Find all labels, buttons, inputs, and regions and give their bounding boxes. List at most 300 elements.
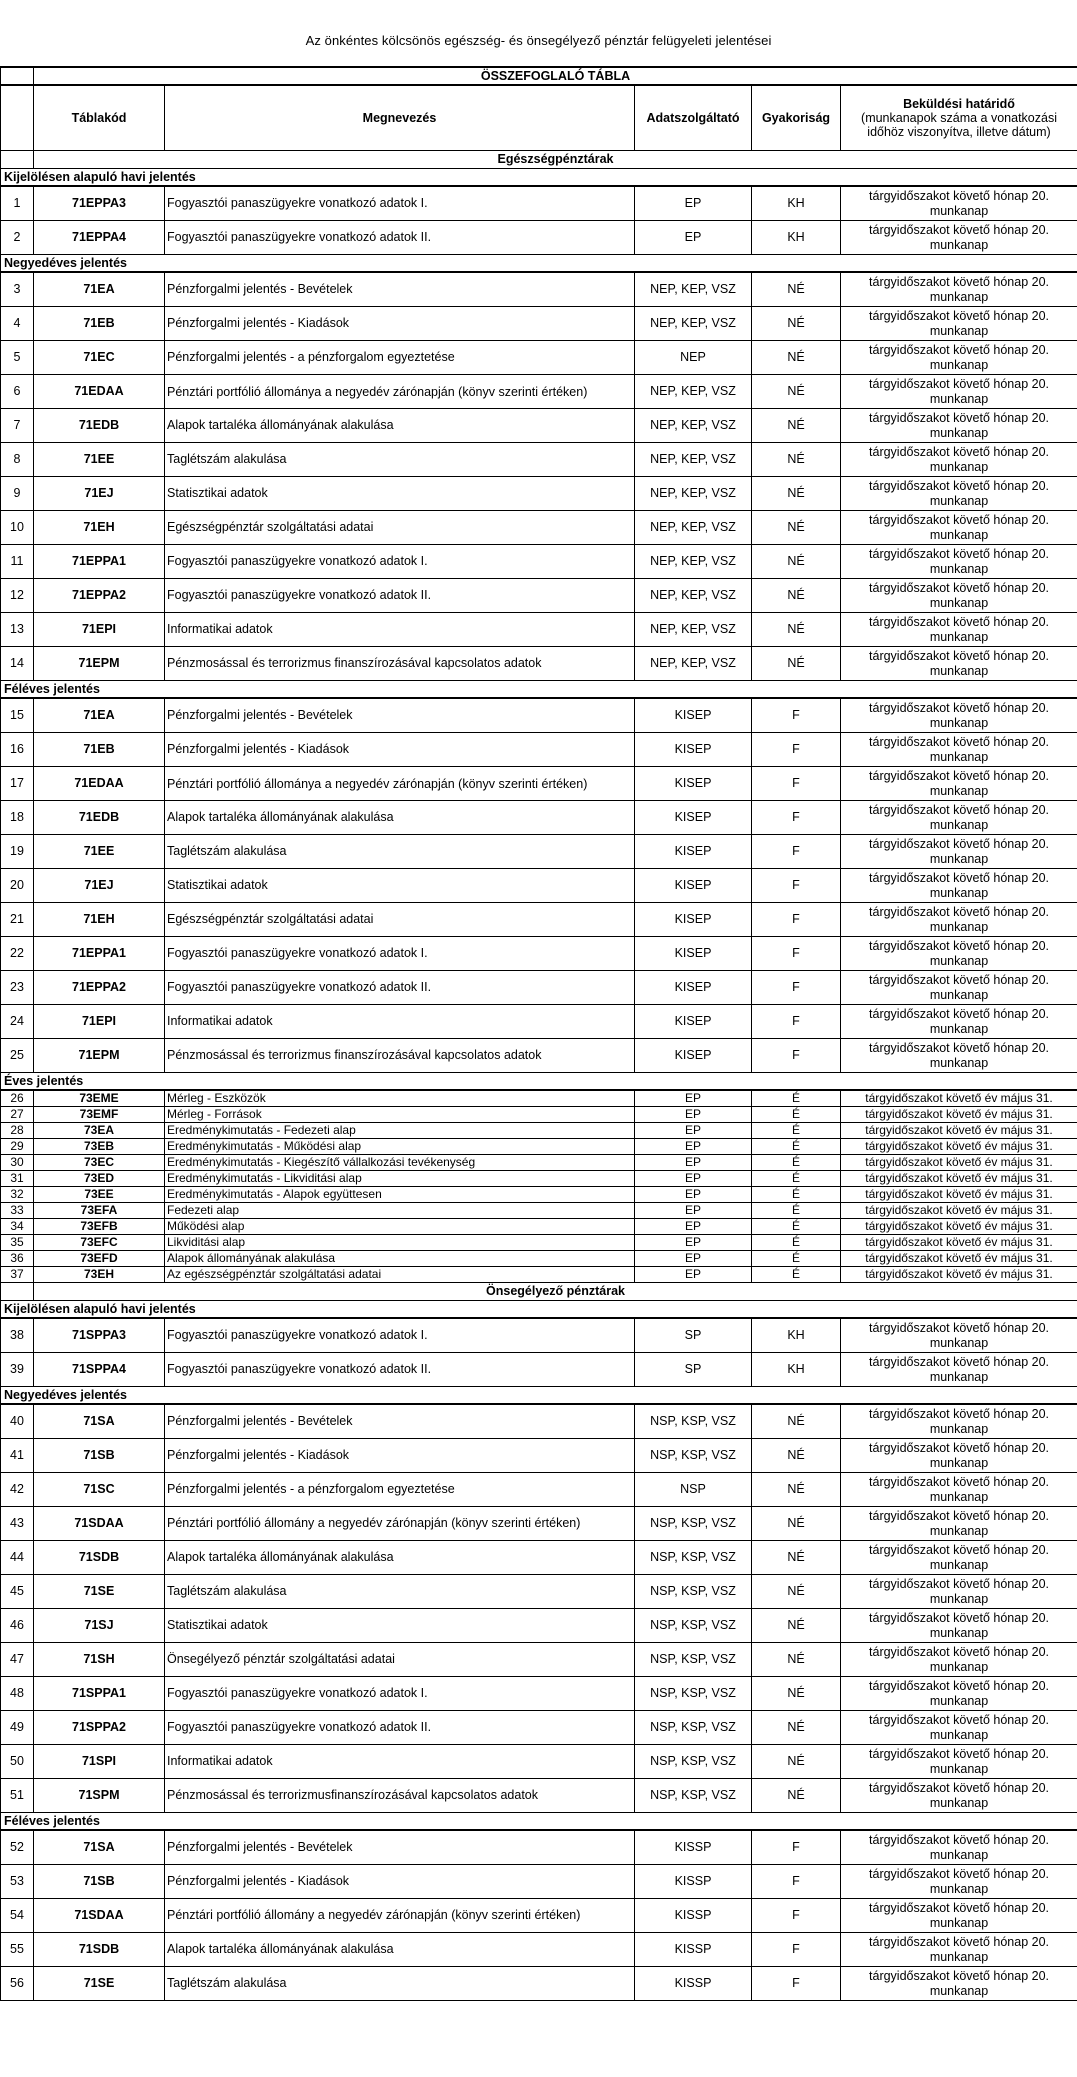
section-label: Féléves jelentés (1, 681, 1077, 699)
row-deadline: tárgyidőszakot követő hónap 20. munkanap (841, 1439, 1077, 1473)
row-provider: EP (635, 1219, 752, 1235)
row-provider: NEP, KEP, VSZ (635, 307, 752, 341)
table-row (1, 1251, 1077, 1267)
row-provider: EP (635, 186, 752, 221)
row-name: Likviditási alap (165, 1235, 635, 1251)
row-number: 37 (1, 1267, 34, 1283)
row-deadline: tárgyidőszakot követő év május 31. (841, 1235, 1077, 1251)
row-name: Informatikai adatok (165, 613, 635, 647)
row-number: 34 (1, 1219, 34, 1235)
table-row (1, 511, 1077, 545)
row-code: 71EC (34, 341, 165, 375)
row-number: 55 (1, 1933, 34, 1967)
row-number: 47 (1, 1643, 34, 1677)
row-code: 71EA (34, 698, 165, 733)
row-frequency: F (752, 733, 841, 767)
row-code: 73EC (34, 1155, 165, 1171)
row-name: Taglétszám alakulása (165, 443, 635, 477)
header-name: Megnevezés (165, 85, 635, 151)
row-number: 3 (1, 272, 34, 307)
row-code: 73EB (34, 1139, 165, 1155)
table-row (1, 1005, 1077, 1039)
row-frequency: É (752, 1155, 841, 1171)
table-row (1, 1123, 1077, 1139)
group-corner-cell (1, 151, 34, 169)
row-provider: NEP, KEP, VSZ (635, 409, 752, 443)
row-number: 32 (1, 1187, 34, 1203)
table-row (1, 1541, 1077, 1575)
row-provider: EP (635, 1171, 752, 1187)
row-frequency: É (752, 1187, 841, 1203)
row-code: 71SB (34, 1439, 165, 1473)
row-code: 73EE (34, 1187, 165, 1203)
row-frequency: NÉ (752, 1745, 841, 1779)
row-number: 39 (1, 1353, 34, 1387)
row-number: 6 (1, 375, 34, 409)
row-provider: KISEP (635, 903, 752, 937)
row-code: 71SA (34, 1830, 165, 1865)
table-row (1, 971, 1077, 1005)
row-provider: EP (635, 1123, 752, 1139)
row-code: 71EA (34, 272, 165, 307)
row-name: Eredménykimutatás - Fedezeti alap (165, 1123, 635, 1139)
table-row (1, 545, 1077, 579)
summary-corner-cell (1, 67, 34, 85)
row-deadline: tárgyidőszakot követő hónap 20. munkanap (841, 1899, 1077, 1933)
row-number: 53 (1, 1865, 34, 1899)
row-name: Pénzforgalmi jelentés - Bevételek (165, 1830, 635, 1865)
row-deadline: tárgyidőszakot követő hónap 20. munkanap (841, 869, 1077, 903)
row-code: 73EFA (34, 1203, 165, 1219)
row-frequency: NÉ (752, 1609, 841, 1643)
row-name: Önsegélyező pénztár szolgáltatási adatai (165, 1643, 635, 1677)
row-provider: NEP, KEP, VSZ (635, 477, 752, 511)
row-code: 71SH (34, 1643, 165, 1677)
header-frequency: Gyakoriság (752, 85, 841, 151)
row-number: 16 (1, 733, 34, 767)
row-deadline: tárgyidőszakot követő év május 31. (841, 1251, 1077, 1267)
row-frequency: KH (752, 1353, 841, 1387)
row-provider: KISEP (635, 767, 752, 801)
table-row (1, 272, 1077, 307)
row-frequency: F (752, 835, 841, 869)
row-deadline: tárgyidőszakot követő hónap 20. munkanap (841, 1967, 1077, 2001)
row-frequency: É (752, 1251, 841, 1267)
row-code: 71EPM (34, 1039, 165, 1073)
row-name: Taglétszám alakulása (165, 1967, 635, 2001)
group-label: Önsegélyező pénztárak (34, 1283, 1077, 1301)
row-provider: SP (635, 1318, 752, 1353)
row-name: Informatikai adatok (165, 1005, 635, 1039)
row-name: Pénzforgalmi jelentés - Kiadások (165, 307, 635, 341)
row-number: 43 (1, 1507, 34, 1541)
row-frequency: É (752, 1139, 841, 1155)
row-deadline: tárgyidőszakot követő hónap 20. munkanap (841, 1745, 1077, 1779)
table-row (1, 1967, 1077, 2001)
header-provider: Adatszolgáltató (635, 85, 752, 151)
row-provider: NEP, KEP, VSZ (635, 613, 752, 647)
row-deadline: tárgyidőszakot követő év május 31. (841, 1139, 1077, 1155)
row-deadline: tárgyidőszakot követő hónap 20. munkanap (841, 579, 1077, 613)
row-deadline: tárgyidőszakot követő hónap 20. munkanap (841, 835, 1077, 869)
table-row (1, 1439, 1077, 1473)
row-deadline: tárgyidőszakot követő hónap 20. munkanap (841, 733, 1077, 767)
row-frequency: NÉ (752, 1711, 841, 1745)
row-frequency: NÉ (752, 1404, 841, 1439)
row-deadline: tárgyidőszakot követő hónap 20. munkanap (841, 1541, 1077, 1575)
row-code: 71EPM (34, 647, 165, 681)
row-deadline: tárgyidőszakot követő hónap 20. munkanap (841, 1677, 1077, 1711)
row-name: Mérleg - Források (165, 1107, 635, 1123)
table-row (1, 1473, 1077, 1507)
row-code: 71EDAA (34, 767, 165, 801)
row-provider: KISSP (635, 1865, 752, 1899)
table-row (1, 1039, 1077, 1073)
row-deadline: tárgyidőszakot követő hónap 20. munkanap (841, 1779, 1077, 1813)
row-deadline: tárgyidőszakot követő hónap 20. munkanap (841, 647, 1077, 681)
row-provider: KISSP (635, 1899, 752, 1933)
row-code: 71SDAA (34, 1899, 165, 1933)
row-deadline: tárgyidőszakot követő hónap 20. munkanap (841, 1575, 1077, 1609)
row-deadline: tárgyidőszakot követő hónap 20. munkanap (841, 1039, 1077, 1073)
row-name: Fogyasztói panaszügyekre vonatkozó adatok I. (165, 1677, 635, 1711)
row-code: 71EPPA1 (34, 937, 165, 971)
row-code: 71SE (34, 1575, 165, 1609)
row-number: 30 (1, 1155, 34, 1171)
table-row (1, 937, 1077, 971)
row-frequency: É (752, 1171, 841, 1187)
row-deadline: tárgyidőszakot követő hónap 20. munkanap (841, 1933, 1077, 1967)
row-name: Alapok tartaléka állományának alakulása (165, 801, 635, 835)
row-provider: KISEP (635, 1039, 752, 1073)
row-number: 52 (1, 1830, 34, 1865)
table-row (1, 1171, 1077, 1187)
row-frequency: F (752, 1933, 841, 1967)
section-header-row (1, 1073, 1077, 1091)
table-row (1, 579, 1077, 613)
row-code: 71EH (34, 511, 165, 545)
row-code: 71EE (34, 443, 165, 477)
row-code: 71SPPA2 (34, 1711, 165, 1745)
row-number: 26 (1, 1090, 34, 1107)
row-deadline: tárgyidőszakot követő hónap 20. munkanap (841, 937, 1077, 971)
table-row (1, 903, 1077, 937)
table-row (1, 1745, 1077, 1779)
row-name: Pénzforgalmi jelentés - Kiadások (165, 733, 635, 767)
row-number: 14 (1, 647, 34, 681)
row-provider: NEP, KEP, VSZ (635, 375, 752, 409)
section-label: Éves jelentés (1, 1073, 1077, 1091)
row-code: 73EMF (34, 1107, 165, 1123)
row-number: 46 (1, 1609, 34, 1643)
table-row (1, 613, 1077, 647)
row-deadline: tárgyidőszakot követő hónap 20. munkanap (841, 375, 1077, 409)
row-number: 40 (1, 1404, 34, 1439)
table-row (1, 1865, 1077, 1899)
row-deadline: tárgyidőszakot követő hónap 20. munkanap (841, 511, 1077, 545)
row-name: Pénzforgalmi jelentés - Kiadások (165, 1439, 635, 1473)
row-frequency: NÉ (752, 272, 841, 307)
row-frequency: É (752, 1219, 841, 1235)
row-code: 71SDB (34, 1541, 165, 1575)
row-number: 51 (1, 1779, 34, 1813)
column-header-row (1, 85, 1077, 151)
table-row (1, 1933, 1077, 1967)
row-number: 36 (1, 1251, 34, 1267)
row-frequency: F (752, 1865, 841, 1899)
table-row (1, 1677, 1077, 1711)
row-provider: KISEP (635, 937, 752, 971)
row-number: 31 (1, 1171, 34, 1187)
header-num (1, 85, 34, 151)
table-row (1, 1609, 1077, 1643)
row-code: 71SPM (34, 1779, 165, 1813)
row-name: Pénzforgalmi jelentés - Bevételek (165, 698, 635, 733)
row-name: Statisztikai adatok (165, 869, 635, 903)
section-label: Kijelölésen alapuló havi jelentés (1, 169, 1077, 187)
row-code: 71EB (34, 733, 165, 767)
row-frequency: NÉ (752, 1439, 841, 1473)
row-name: Alapok tartaléka állományának alakulása (165, 1933, 635, 1967)
row-number: 17 (1, 767, 34, 801)
row-code: 73ED (34, 1171, 165, 1187)
table-row (1, 835, 1077, 869)
row-deadline: tárgyidőszakot követő hónap 20. munkanap (841, 1318, 1077, 1353)
row-number: 25 (1, 1039, 34, 1073)
row-name: Egészségpénztár szolgáltatási adatai (165, 903, 635, 937)
row-frequency: NÉ (752, 307, 841, 341)
row-deadline: tárgyidőszakot követő hónap 20. munkanap (841, 186, 1077, 221)
row-frequency: F (752, 1899, 841, 1933)
row-name: Pénzmosással és terrorizmusfinanszírozásával kapcsolatos adatok (165, 1779, 635, 1813)
row-name: Pénzmosással és terrorizmus finanszírozásával kapcsolatos adatok (165, 647, 635, 681)
group-header-row (1, 151, 1077, 169)
summary-title-row (1, 67, 1077, 85)
row-code: 73EFC (34, 1235, 165, 1251)
row-code: 71EDB (34, 801, 165, 835)
row-provider: NSP, KSP, VSZ (635, 1711, 752, 1745)
row-provider: KISEP (635, 698, 752, 733)
row-name: Fogyasztói panaszügyekre vonatkozó adatok I. (165, 937, 635, 971)
row-deadline: tárgyidőszakot követő hónap 20. munkanap (841, 698, 1077, 733)
row-code: 73EFD (34, 1251, 165, 1267)
row-frequency: KH (752, 1318, 841, 1353)
row-number: 29 (1, 1139, 34, 1155)
row-deadline: tárgyidőszakot követő hónap 20. munkanap (841, 1830, 1077, 1865)
row-code: 71EH (34, 903, 165, 937)
row-frequency: É (752, 1203, 841, 1219)
table-row (1, 1643, 1077, 1677)
row-code: 71EPPA3 (34, 186, 165, 221)
row-number: 54 (1, 1899, 34, 1933)
row-number: 4 (1, 307, 34, 341)
row-provider: SP (635, 1353, 752, 1387)
row-name: Pénztári portfólió állomány a negyedév zárónapján (könyv szerinti értéken) (165, 1899, 635, 1933)
row-provider: KISEP (635, 733, 752, 767)
table-row (1, 1267, 1077, 1283)
row-frequency: É (752, 1107, 841, 1123)
row-name: Fogyasztói panaszügyekre vonatkozó adatok II. (165, 221, 635, 255)
row-provider: EP (635, 1203, 752, 1219)
table-row (1, 1899, 1077, 1933)
row-deadline: tárgyidőszakot követő év május 31. (841, 1267, 1077, 1283)
row-code: 71SJ (34, 1609, 165, 1643)
row-frequency: F (752, 698, 841, 733)
row-deadline: tárgyidőszakot követő hónap 20. munkanap (841, 477, 1077, 511)
row-name: Fogyasztói panaszügyekre vonatkozó adatok I. (165, 1318, 635, 1353)
table-row (1, 1575, 1077, 1609)
section-header-row (1, 1301, 1077, 1319)
table-row (1, 1507, 1077, 1541)
row-frequency: NÉ (752, 409, 841, 443)
row-number: 13 (1, 613, 34, 647)
row-code: 71SDAA (34, 1507, 165, 1541)
header-deadline-subtitle: (munkanapok száma a vonatkozási időhöz viszonyítva, illetve dátum) (861, 111, 1057, 139)
row-provider: EP (635, 221, 752, 255)
row-deadline: tárgyidőszakot követő év május 31. (841, 1203, 1077, 1219)
row-frequency: NÉ (752, 1473, 841, 1507)
row-code: 71EB (34, 307, 165, 341)
table-row (1, 1090, 1077, 1107)
row-frequency: F (752, 1967, 841, 2001)
row-number: 27 (1, 1107, 34, 1123)
group-corner-cell (1, 1283, 34, 1301)
row-name: Fogyasztói panaszügyekre vonatkozó adatok I. (165, 545, 635, 579)
row-provider: EP (635, 1139, 752, 1155)
row-code: 73EH (34, 1267, 165, 1283)
document-title: Az önkéntes kölcsönös egészség- és önsegélyező pénztár felügyeleti jelentései (305, 33, 772, 48)
row-provider: KISEP (635, 869, 752, 903)
row-number: 56 (1, 1967, 34, 2001)
row-name: Fogyasztói panaszügyekre vonatkozó adatok II. (165, 971, 635, 1005)
row-deadline: tárgyidőszakot követő hónap 20. munkanap (841, 801, 1077, 835)
row-number: 24 (1, 1005, 34, 1039)
row-number: 19 (1, 835, 34, 869)
table-row (1, 1353, 1077, 1387)
row-code: 71SPPA4 (34, 1353, 165, 1387)
row-frequency: NÉ (752, 1575, 841, 1609)
row-deadline: tárgyidőszakot követő hónap 20. munkanap (841, 767, 1077, 801)
row-provider: NSP, KSP, VSZ (635, 1575, 752, 1609)
row-frequency: NÉ (752, 647, 841, 681)
row-code: 71SPPA1 (34, 1677, 165, 1711)
row-code: 71SDB (34, 1933, 165, 1967)
row-name: Pénzforgalmi jelentés - Bevételek (165, 272, 635, 307)
row-frequency: F (752, 1830, 841, 1865)
row-code: 71SPI (34, 1745, 165, 1779)
row-provider: NSP, KSP, VSZ (635, 1404, 752, 1439)
row-provider: EP (635, 1155, 752, 1171)
row-deadline: tárgyidőszakot követő hónap 20. munkanap (841, 1353, 1077, 1387)
row-frequency: NÉ (752, 511, 841, 545)
table-row (1, 341, 1077, 375)
table-row (1, 307, 1077, 341)
row-name: Alapok állományának alakulása (165, 1251, 635, 1267)
table-row (1, 1203, 1077, 1219)
row-number: 20 (1, 869, 34, 903)
row-number: 45 (1, 1575, 34, 1609)
row-deadline: tárgyidőszakot követő hónap 20. munkanap (841, 1711, 1077, 1745)
row-deadline: tárgyidőszakot követő hónap 20. munkanap (841, 903, 1077, 937)
table-row (1, 1107, 1077, 1123)
row-code: 71SC (34, 1473, 165, 1507)
row-deadline: tárgyidőszakot követő év május 31. (841, 1171, 1077, 1187)
row-name: Eredménykimutatás - Likviditási alap (165, 1171, 635, 1187)
row-code: 71EDAA (34, 375, 165, 409)
row-provider: EP (635, 1251, 752, 1267)
row-code: 71EPPA2 (34, 971, 165, 1005)
row-provider: EP (635, 1090, 752, 1107)
table-row (1, 767, 1077, 801)
row-number: 28 (1, 1123, 34, 1139)
row-number: 35 (1, 1235, 34, 1251)
row-provider: EP (635, 1107, 752, 1123)
table-row (1, 1219, 1077, 1235)
section-header-row (1, 169, 1077, 187)
row-number: 41 (1, 1439, 34, 1473)
row-provider: KISEP (635, 971, 752, 1005)
row-deadline: tárgyidőszakot követő hónap 20. munkanap (841, 545, 1077, 579)
row-deadline: tárgyidőszakot követő hónap 20. munkanap (841, 221, 1077, 255)
row-frequency: F (752, 971, 841, 1005)
group-header-row (1, 1283, 1077, 1301)
table-row (1, 1235, 1077, 1251)
row-provider: KISEP (635, 835, 752, 869)
row-frequency: F (752, 937, 841, 971)
section-header-row (1, 681, 1077, 699)
row-provider: KISEP (635, 1005, 752, 1039)
row-name: Egészségpénztár szolgáltatási adatai (165, 511, 635, 545)
row-name: Pénztári portfólió állománya a negyedév zárónapján (könyv szerinti értéken) (165, 375, 635, 409)
table-row (1, 1779, 1077, 1813)
row-name: Pénzforgalmi jelentés - Bevételek (165, 1404, 635, 1439)
row-name: Statisztikai adatok (165, 1609, 635, 1643)
row-frequency: NÉ (752, 1541, 841, 1575)
row-deadline: tárgyidőszakot követő hónap 20. munkanap (841, 272, 1077, 307)
section-header-row (1, 255, 1077, 273)
row-deadline: tárgyidőszakot követő hónap 20. munkanap (841, 1609, 1077, 1643)
row-provider: NEP, KEP, VSZ (635, 579, 752, 613)
row-deadline: tárgyidőszakot követő hónap 20. munkanap (841, 1865, 1077, 1899)
header-code: Táblakód (34, 85, 165, 151)
row-frequency: F (752, 869, 841, 903)
row-provider: NSP, KSP, VSZ (635, 1439, 752, 1473)
row-code: 73EA (34, 1123, 165, 1139)
row-number: 8 (1, 443, 34, 477)
row-deadline: tárgyidőszakot követő hónap 20. munkanap (841, 409, 1077, 443)
row-frequency: NÉ (752, 1779, 841, 1813)
row-deadline: tárgyidőszakot követő év május 31. (841, 1107, 1077, 1123)
row-name: Fogyasztói panaszügyekre vonatkozó adatok II. (165, 1353, 635, 1387)
row-frequency: NÉ (752, 579, 841, 613)
row-deadline: tárgyidőszakot követő év május 31. (841, 1187, 1077, 1203)
row-provider: KISSP (635, 1967, 752, 2001)
table-row (1, 1404, 1077, 1439)
row-name: Taglétszám alakulása (165, 835, 635, 869)
row-number: 9 (1, 477, 34, 511)
row-name: Informatikai adatok (165, 1745, 635, 1779)
row-deadline: tárgyidőszakot követő év május 31. (841, 1090, 1077, 1107)
table-row (1, 647, 1077, 681)
row-number: 15 (1, 698, 34, 733)
row-frequency: NÉ (752, 477, 841, 511)
row-provider: KISSP (635, 1830, 752, 1865)
row-frequency: NÉ (752, 545, 841, 579)
row-name: Eredménykimutatás - Kiegészítő vállalkozási tevékenység (165, 1155, 635, 1171)
table-row (1, 1155, 1077, 1171)
row-frequency: F (752, 903, 841, 937)
row-deadline: tárgyidőszakot követő hónap 20. munkanap (841, 341, 1077, 375)
